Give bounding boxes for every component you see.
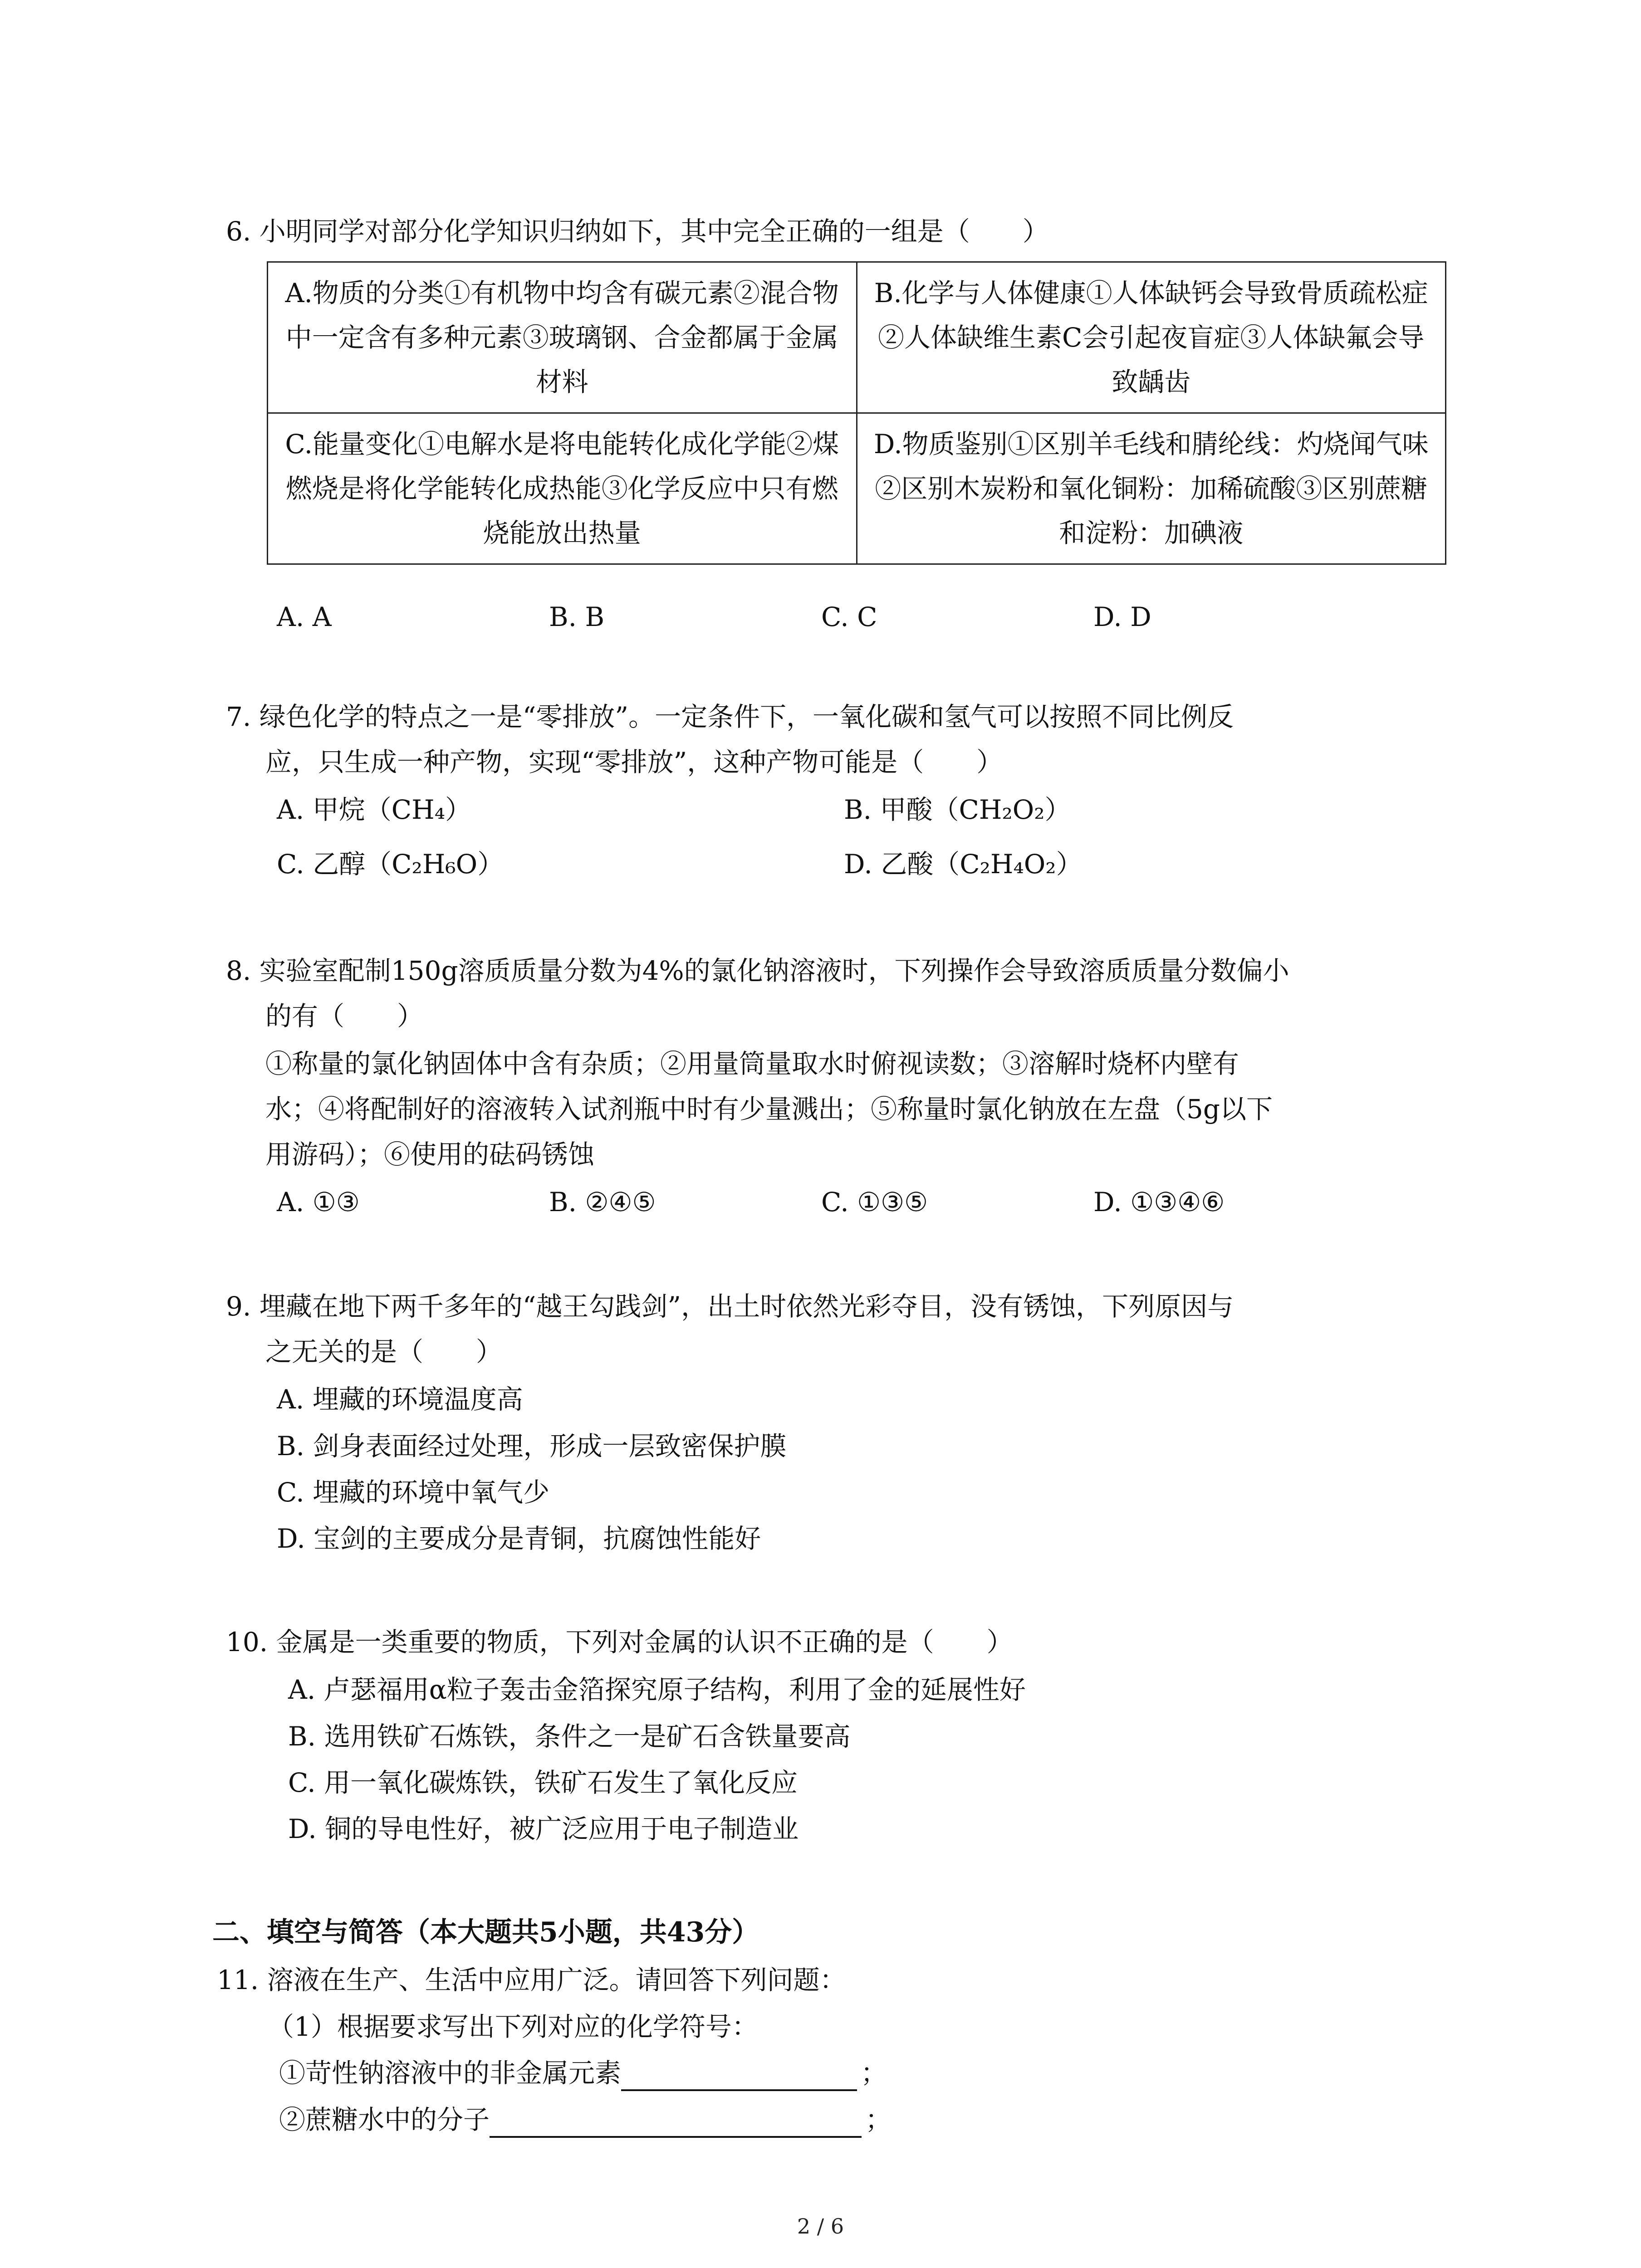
q10-option-d: D. 铜的导电性好，被广泛应用于电子制造业 [288,1813,799,1844]
q8-body-line3: 用游码）；⑥使用的砝码锈蚀 [265,1139,595,1170]
q8-option-d: D. ①③④⑥ [1093,1187,1225,1217]
q7-option-d: D. 乙酸（C₂H₄O₂） [844,849,1083,880]
page-number: 2 / 6 [797,2214,844,2239]
q9-stem-line2: 之无关的是（ ） [265,1336,503,1367]
q8-stem-line2: 的有（ ） [265,1001,424,1031]
q11-item2 [279,2102,892,2138]
q8-option-a: A. ①③ [277,1187,360,1217]
q11-item2-label: ②蔗糖水中的分子 [279,2104,490,2135]
q6-stem: 6. 小明同学对部分化学知识归纳如下，其中完全正确的一组是（ ） [226,216,1049,247]
q7-option-b: B. 甲酸（CH₂O₂） [844,794,1071,825]
q8-option-b: B. ②④⑤ [549,1187,656,1217]
q8-stem-line1: 8. 实验室配制150g溶质质量分数为4%的氯化钠溶液时，下列操作会导致溶质质量分数偏小 [226,955,1289,986]
q10-stem: 10. 金属是一类重要的物质，下列对金属的认识不正确的是（ ） [226,1627,1013,1657]
q11-item1 [279,2055,887,2091]
q11-item2-answer-blank[interactable] [490,2107,862,2138]
q10-option-c: C. 用一氧化碳炼铁，铁矿石发生了氧化反应 [288,1767,798,1798]
q10-option-a: A. 卢瑟福用α粒子轰击金箔探究原子结构，利用了金的延展性好 [288,1674,1026,1705]
q11-item1-answer-blank[interactable] [621,2060,857,2091]
q9-option-c: C. 埋藏的环境中氧气少 [277,1477,550,1508]
q7-stem-line1: 7. 绿色化学的特点之一是“零排放”。一定条件下，一氧化碳和氢气可以按照不同比例反 [226,701,1234,732]
q8-body-line1: ①称量的氯化钠固体中含有杂质；②用量筒量取水时俯视读数；③溶解时烧杯内壁有 [265,1048,1239,1079]
q6-table [267,261,1446,565]
q6-cell-c: C.能量变化①电解水是将电能转化成化学能②煤燃烧是将化学能转化成热能③化学反应中只有燃烧能放出热量 [268,413,857,564]
q6-cell-d: D.物质鉴别①区别羊毛线和腈纶线：灼烧闻气味②区别木炭粉和氧化铜粉：加稀硫酸③区别蔗糖和淀粉：加碘液 [857,413,1446,564]
q11-item1-label: ①苛性钠溶液中的非金属元素 [279,2058,622,2088]
q8-body-line2: 水；④将配制好的溶液转入试剂瓶中时有少量溅出；⑤称量时氯化钠放在左盘（5g以下 [265,1094,1273,1124]
q9-option-a: A. 埋藏的环境温度高 [277,1384,523,1415]
q6-option-b: B. B [549,601,605,632]
q11-stem: 11. 溶液在生产、生活中应用广泛。请回答下列问题： [217,1965,846,1995]
q6-option-d: D. D [1093,601,1151,632]
q11-item2-semicolon: ； [865,2104,892,2135]
q7-option-c: C. 乙醇（C₂H₆O） [277,849,504,880]
q6-option-a: A. A [277,601,332,632]
q11-sub1: （1）根据要求写出下列对应的化学符号： [268,2011,758,2042]
q7-option-a: A. 甲烷（CH₄） [277,794,471,825]
q9-option-d: D. 宝剑的主要成分是青铜，抗腐蚀性能好 [277,1523,761,1554]
q6-cell-a: A.物质的分类①有机物中均含有碳元素②混合物中一定含有多种元素③玻璃钢、合金都属于金属材料 [268,262,857,413]
q11-item1-semicolon: ； [861,2058,887,2088]
q9-stem-line1: 9. 埋藏在地下两千多年的“越王勾践剑”，出土时依然光彩夺目，没有锈蚀，下列原因与 [226,1291,1234,1322]
q7-stem-line2: 应，只生成一种产物，实现“零排放”，这种产物可能是（ ） [265,747,1003,777]
q8-option-c: C. ①③⑤ [821,1187,928,1217]
q10-option-b: B. 选用铁矿石炼铁，条件之一是矿石含铁量要高 [288,1721,851,1752]
q6-cell-b: B.化学与人体健康①人体缺钙会导致骨质疏松症②人体缺维生素C会引起夜盲症③人体缺氟会导致龋齿 [857,262,1446,413]
section-2-heading: 二、填空与简答（本大题共5小题，共43分） [212,1916,759,1948]
q9-option-b: B. 剑身表面经过处理，形成一层致密保护膜 [277,1431,787,1461]
q6-option-c: C. C [821,601,877,632]
